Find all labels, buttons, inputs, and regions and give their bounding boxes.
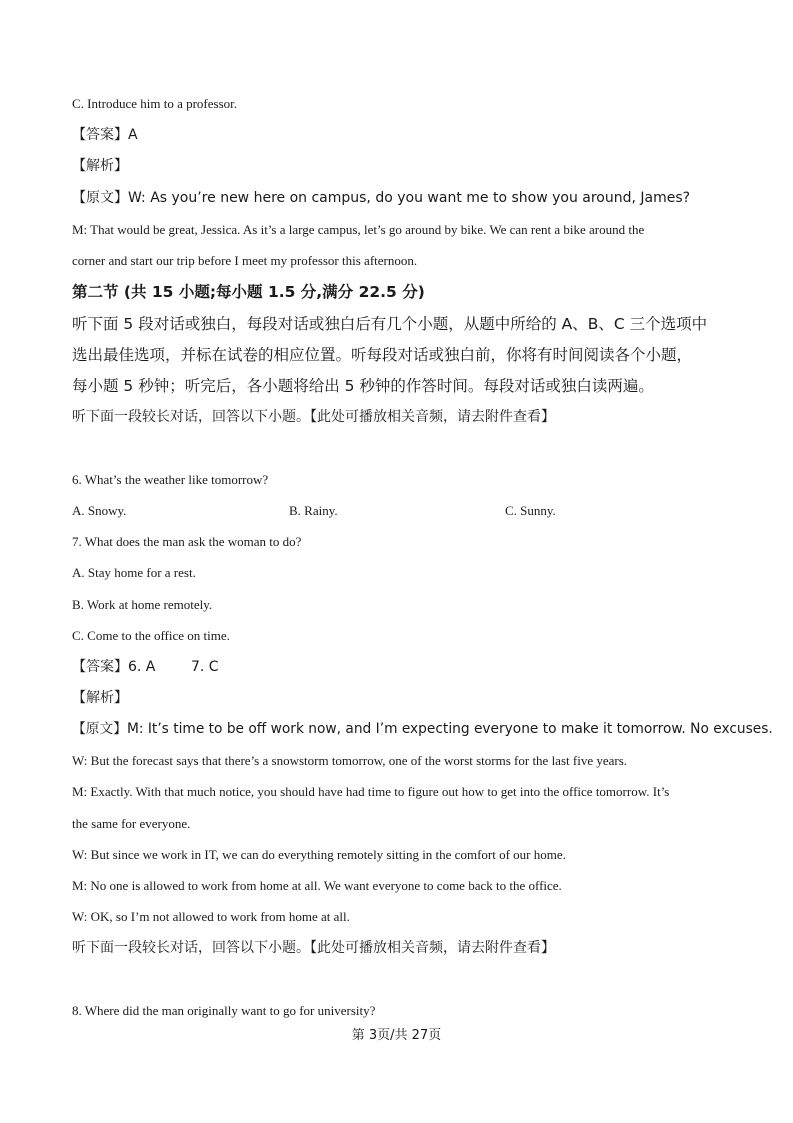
analysis-label: 【解析】 [72,158,128,174]
q6-option-a: A. Snowy. [72,503,127,518]
transcript-line: corner and start our trip before I meet my professor this afternoon. [72,253,418,268]
q6-option-c: C. Sunny. [505,503,556,518]
transcript-line: W: OK, so I’m not allowed to work from home at all. [72,909,350,924]
transcript-line: 【原文】M: It’s time to be off work now, and I’m expecting everyone to make it tomorrow. No excuses. [72,721,773,737]
question-7: 7. What does the man ask the woman to do? [72,534,302,549]
transcript-line: M: No one is allowed to work from home at all. We want everyone to come back to the office. [72,878,562,893]
answer-label: 【答案】A [72,127,138,143]
question-6: 6. What’s the weather like tomorrow? [72,472,269,487]
transcript-line: W: But the forecast says that there’s a snowstorm tomorrow, one of the worst storms for the last five years. [72,753,628,768]
audio-instruction: 听下面一段较长对话，回答以下小题。【此处可播放相关音频，请去附件查看】 [72,409,555,425]
q7-option-c: C. Come to the office on time. [72,628,230,643]
analysis-label: 【解析】 [72,690,128,706]
transcript-line: 【原文】W: As you’re new here on campus, do you want me to show you around, James? [72,190,691,206]
answer-label: 【答案】6. A 7. C [72,659,219,675]
question-8: 8. Where did the man originally want to go for university? [72,1003,376,1018]
q7-option-b: B. Work at home remotely. [72,597,213,612]
instruction-line: 选出最佳选项，并标在试卷的相应位置。听每段对话或独白前，你将有时间阅读各个小题， [72,346,693,364]
instruction-line: 每小题 5 秒钟；听完后，各小题将给出 5 秒钟的作答时间。每段对话或独白读两遍。 [72,377,654,395]
page-number: 第 3页/共 27页 [351,1028,442,1043]
q6-option-b: B. Rainy. [289,503,338,518]
transcript-line: M: Exactly. With that much notice, you should have had time to figure out how to get into the office tomorrow. It’s [72,784,670,799]
transcript-line: M: That would be great, Jessica. As it’s a large campus, let’s go around by bike. We can rent a bike around the [72,222,645,237]
transcript-line: W: But since we work in IT, we can do everything remotely sitting in the comfort of our home. [72,847,566,862]
option-c-line: C. Introduce him to a professor. [72,96,237,111]
q7-option-a: A. Stay home for a rest. [72,565,196,580]
section-heading: 第二节 (共 15 小题;每小题 1.5 分,满分 22.5 分) [72,283,425,301]
transcript-line: the same for everyone. [72,816,191,831]
audio-instruction: 听下面一段较长对话，回答以下小题。【此处可播放相关音频，请去附件查看】 [72,940,555,956]
instruction-line: 听下面 5 段对话或独白，每段对话或独白后有几个小题，从题中所给的 A、B、C 三个选项中 [72,315,708,333]
